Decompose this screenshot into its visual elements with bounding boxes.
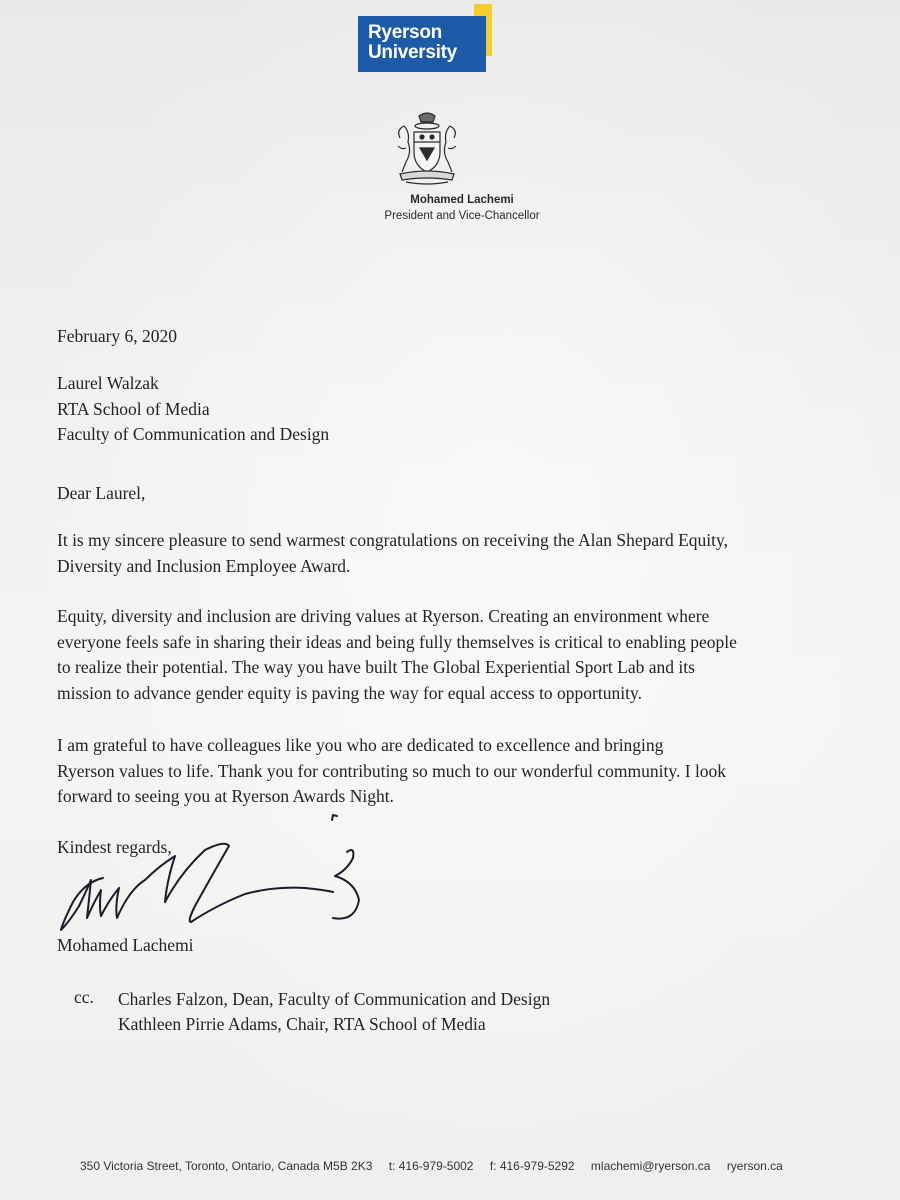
recipient-faculty: Faculty of Communication and Design — [57, 424, 330, 444]
paragraph-line: forward to seeing you at Ryerson Awards Night. — [57, 786, 394, 806]
paragraph-line: Diversity and Inclusion Employee Award. — [57, 555, 351, 576]
paragraph-line: Equity, diversity and inclusion are driving values at Ryerson. Creating an environment where — [57, 606, 710, 626]
footer-fax: f: 416-979-5292 — [489, 1159, 575, 1173]
cc-list — [118, 987, 550, 1037]
footer-email: mlachemi@ryerson.ca — [590, 1159, 711, 1173]
cc-item: Kathleen Pirrie Adams, Chair, RTA School of Media — [118, 1014, 486, 1034]
paragraph-3 — [57, 733, 726, 810]
footer-website: ryerson.ca — [726, 1159, 783, 1173]
paragraph-line: to realize their potential. The way you have built The Global Experiential Sport Lab and its — [57, 657, 695, 677]
cc-item: Charles Falzon, Dean, Faculty of Communication and Design — [118, 989, 551, 1009]
closing: Kindest regards, — [57, 837, 172, 857]
logo-line2: University — [368, 42, 457, 63]
paragraph-line: mission to advance gender equity is paving the way for equal access to opportunity. — [57, 682, 642, 703]
logo-line1: Ryerson — [368, 22, 442, 43]
cc-label: cc. — [74, 987, 94, 1007]
letter-footer — [80, 1159, 796, 1173]
footer-address: 350 Victoria Street, Toronto, Ontario, Canada M5B 2K3 — [80, 1159, 373, 1173]
recipient-department: RTA School of Media — [57, 398, 210, 419]
footer-phone: t: 416-979-5002 — [388, 1159, 474, 1173]
paragraph-1 — [57, 528, 728, 579]
paragraph-line: It is my sincere pleasure to send warmest congratulations on receiving the Alan Shepard Equity, — [57, 530, 728, 550]
handwritten-signature — [55, 810, 375, 940]
paragraph-line: everyone feels safe in sharing their ideas and being fully themselves is critical to enabling people — [57, 631, 737, 652]
signer-name: Mohamed Lachemi — [57, 935, 194, 955]
recipient-name: Laurel Walzak — [57, 373, 159, 393]
paragraph-line: Ryerson values to life. Thank you for contributing so much to our wonderful community. I look — [57, 760, 727, 781]
recipient-address — [57, 371, 329, 448]
greeting: Dear Laurel, — [57, 483, 146, 503]
letterhead-name: Mohamed Lachemi — [410, 194, 514, 206]
paragraph-line: I am grateful to have colleagues like you who are dedicated to excellence and bringing — [57, 735, 664, 755]
letterhead-title: President and Vice-Chancellor — [384, 210, 540, 222]
university-crest-icon — [392, 110, 462, 188]
ryerson-logo — [358, 16, 486, 72]
letter-date: February 6, 2020 — [57, 326, 178, 346]
paragraph-2 — [57, 604, 737, 706]
